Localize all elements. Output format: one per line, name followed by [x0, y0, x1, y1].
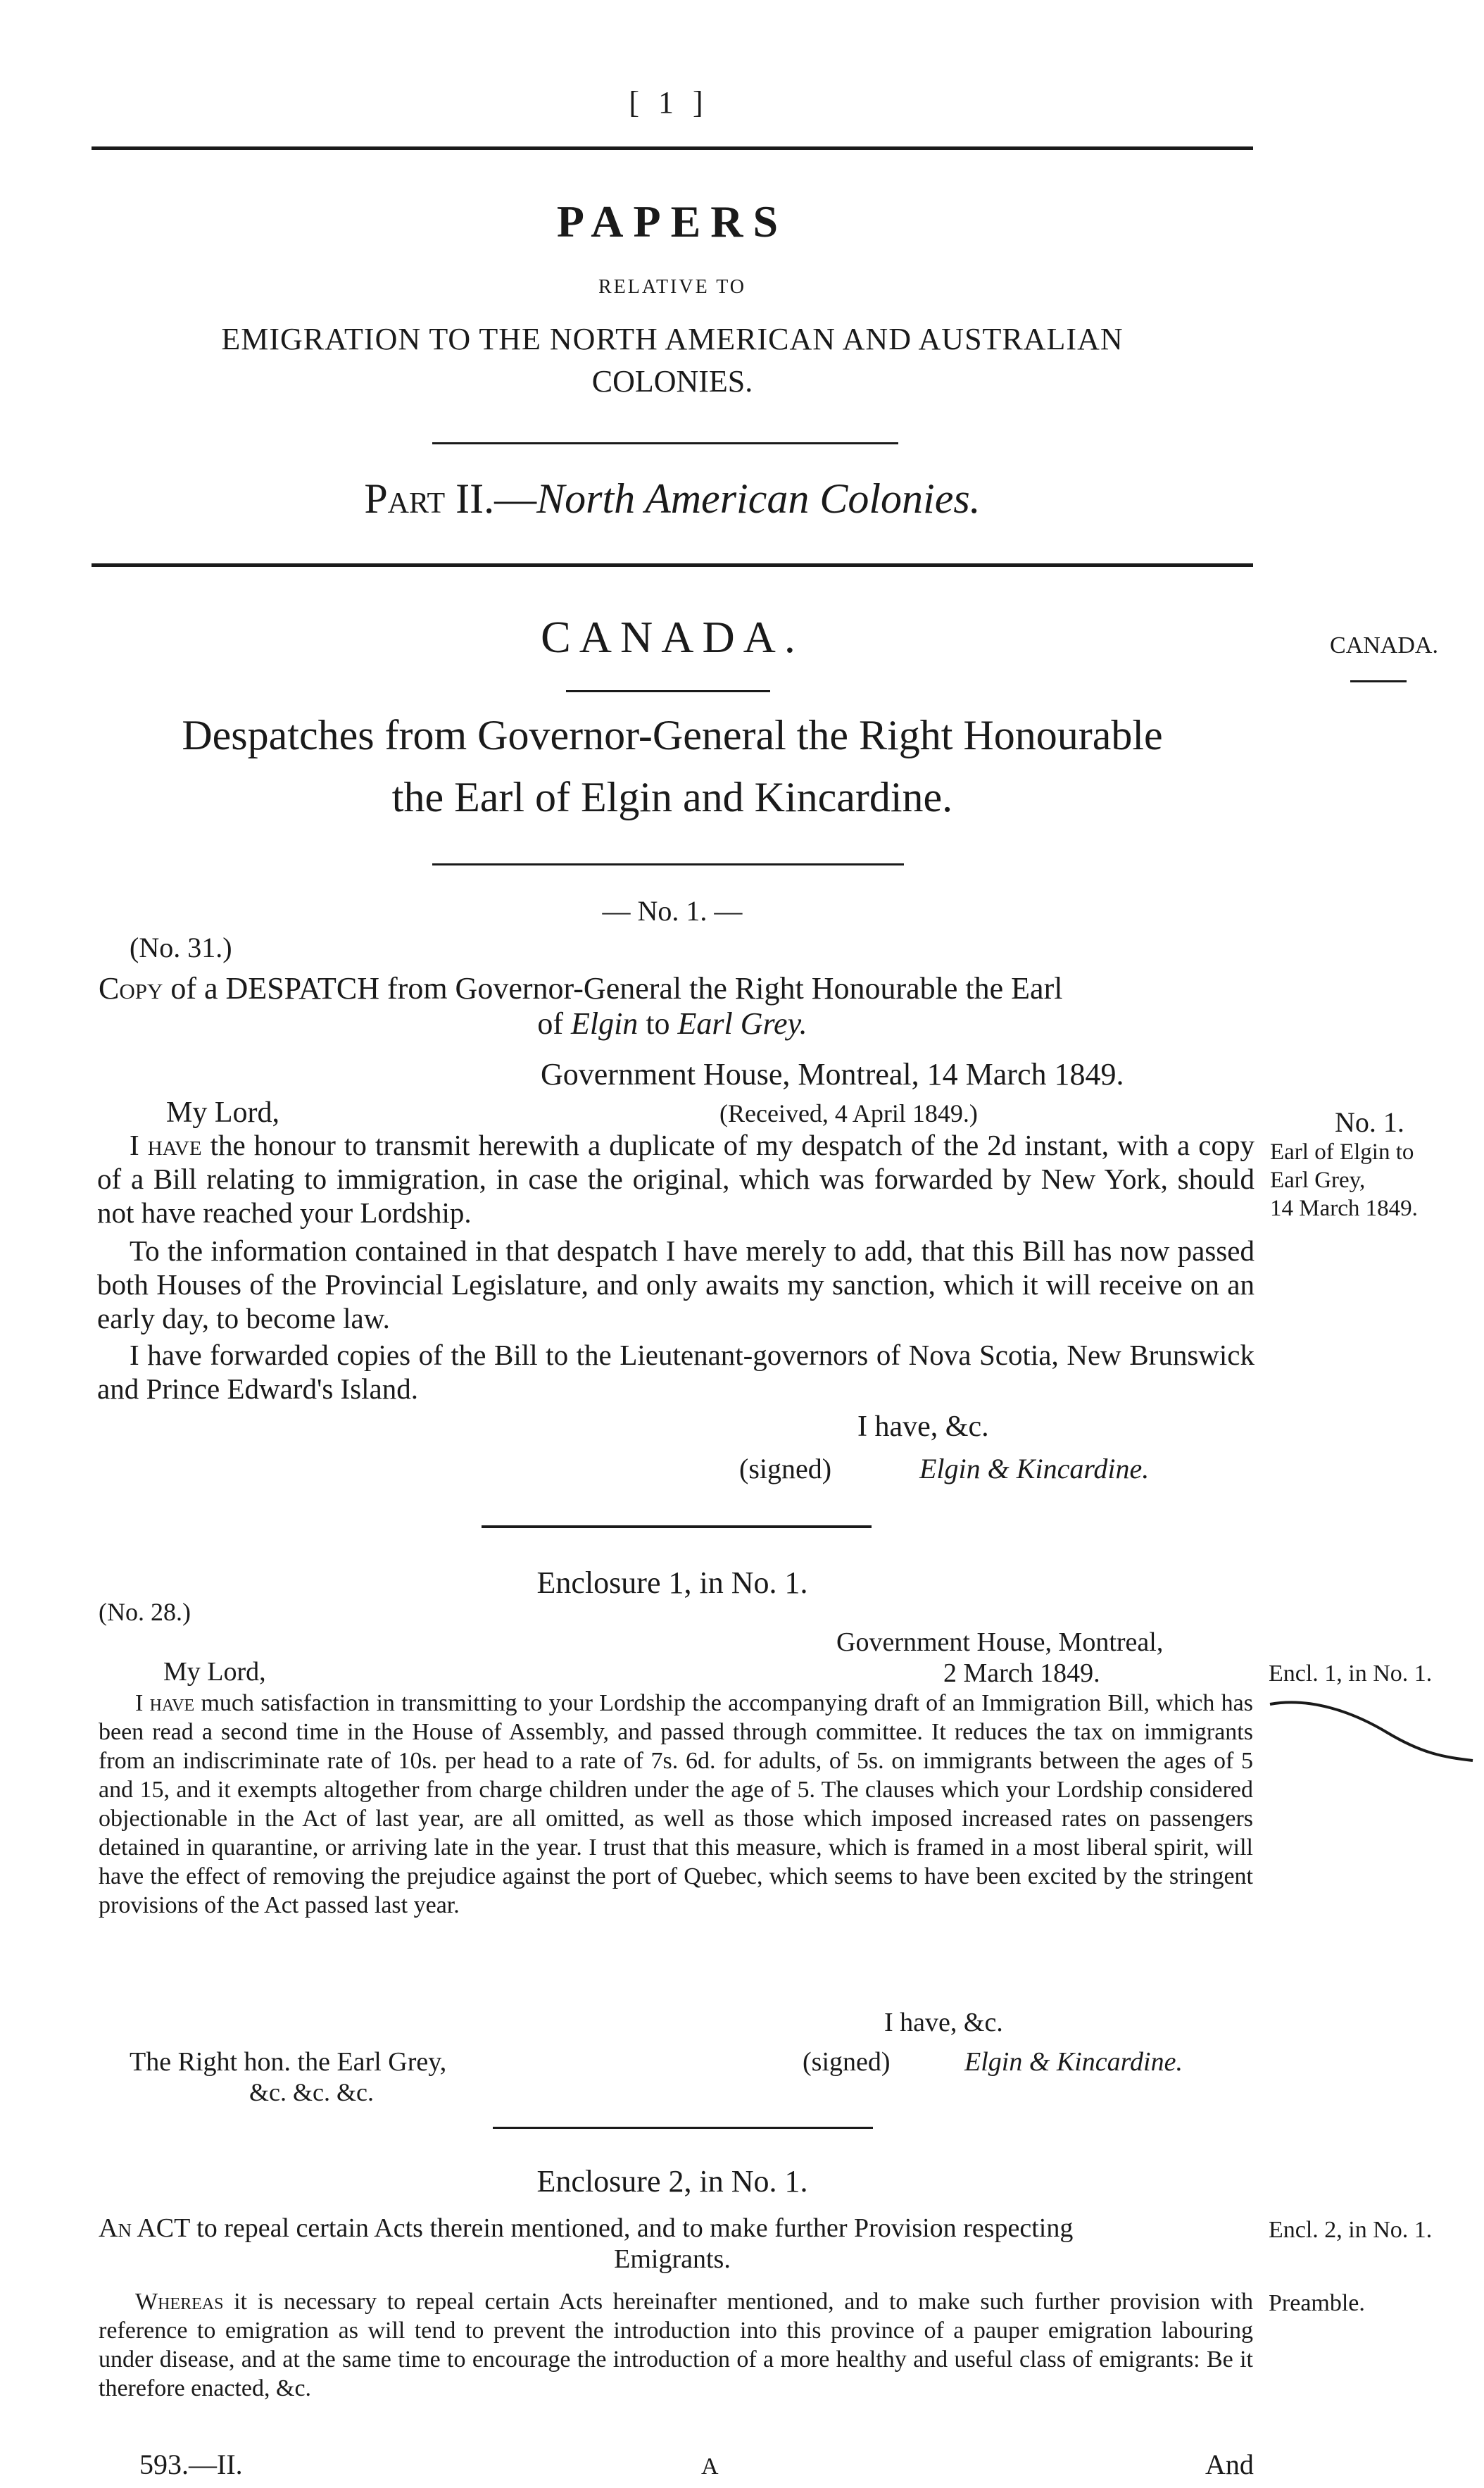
header-rule — [92, 146, 1253, 150]
no1-signed: (signed) — [739, 1453, 832, 1484]
margin-no1-line-1: Earl of Elgin to — [1270, 1139, 1414, 1165]
margin-encl1: Encl. 1, in No. 1. — [1269, 1661, 1433, 1687]
encl1-ref: (No. 28.) — [99, 1598, 191, 1626]
no1-copy-line-2 — [92, 1006, 1253, 1042]
part-rule — [92, 563, 1253, 567]
encl2-act-text: ACT to repeal certain Acts therein mentioned, and to make further Provision respecting — [131, 2213, 1074, 2243]
encl1-para-text: much satisfaction in transmitting to your Lordship the accompanying draft of an Immigration Bill, which has been read a second time in the House of Assembly, and passed through committee. It reduces the tax on immigrants from an indiscriminate rate of 10s. per head to a rate of 7s. 6d. for adults, of 5s. on immigrants between the ages of 5 and 15, and it exempts altogether from charge children under the age of 5. The clauses which your Lordship considered objectionable in the Act of last year, are all omitted, as well as those which imposed increased rates on passengers detained in quarantine, or arriving late in the year. I trust that this measure, which is framed in a most liberal spirit, will have the effect of removing the prejudice against the port of Quebec, which seems to have been excited by the stringent provisions of the Act passed last year. — [99, 1690, 1253, 1918]
encl1-signature: Elgin & Kincardine. — [964, 2047, 1183, 2077]
encl2-act-line-2: Emigrants. — [614, 2244, 731, 2274]
part-heading — [92, 475, 1253, 523]
encl1-recipient-line-1: The Right hon. the Earl Grey, — [130, 2047, 447, 2077]
copy-sender: Elgin — [570, 1006, 639, 1041]
no1-heading: — No. 1. — — [602, 895, 743, 927]
no1-closing: I have, &c. — [857, 1411, 989, 1443]
part-label: Part II.— — [364, 475, 537, 522]
margin-no1-line-3: 14 March 1849. — [1270, 1196, 1418, 1221]
section-title: CANADA. — [541, 612, 804, 662]
encl2-act-cap: An — [99, 2213, 132, 2243]
no1-copy-line-1 — [99, 970, 1253, 1006]
subject-line-2: COLONIES. — [591, 364, 753, 399]
no1-signature: Elgin & Kincardine. — [919, 1453, 1150, 1484]
margin-section-rule — [1350, 680, 1407, 682]
no1-ref: (No. 31.) — [130, 932, 232, 963]
title-rule — [432, 442, 898, 444]
encl2-act-line-1 — [99, 2213, 1253, 2244]
encl2-heading: Enclosure 2, in No. 1. — [536, 2164, 808, 2199]
relative-to: RELATIVE TO — [598, 276, 747, 298]
no1-para-1-text: the honour to transmit herewith a duplicate of my despatch of the 2d instant, with a copy of a Bill relating to immigration, in case the original, which was forwarded by New York, should not have reached your Lordship. — [97, 1129, 1255, 1229]
copy-to: to — [638, 1006, 678, 1041]
no1-para-1 — [97, 1128, 1255, 1230]
no1-received: (Received, 4 April 1849.) — [719, 1099, 978, 1127]
encl2-preamble — [99, 2287, 1253, 2403]
footer-sheet-number: 593.—II. — [139, 2449, 243, 2480]
encl1-signed: (signed) — [803, 2047, 891, 2077]
copy-text: of a DESPATCH from Governor-General the Right Honourable the Earl — [163, 971, 1063, 1006]
no1-para-2: To the information contained in that despatch I have merely to add, that this Bill has now passed both Houses of the Provincial Legislature, and only awaits my sanction, which it will receive on an early day, to become law. — [97, 1234, 1255, 1334]
document-title: PAPERS — [556, 196, 788, 246]
margin-section-title: CANADA. — [1330, 632, 1438, 658]
encl1-para-cap: I have — [135, 1690, 195, 1716]
no1-para-3: I have forwarded copies of the Bill to the Lieutenant-governors of Nova Scotia, New Brunswick and Prince Edward's Island. — [97, 1339, 1255, 1405]
page-number: [ 1 ] — [629, 85, 709, 120]
copy-cap: Copy — [99, 971, 163, 1006]
no1-salutation: My Lord, — [166, 1096, 279, 1129]
section-rule — [566, 690, 770, 692]
no1-address: Government House, Montreal, 14 March 1849. — [541, 1057, 1124, 1092]
footer-signature-mark: A — [701, 2453, 719, 2480]
despatches-line-2: the Earl of Elgin and Kincardine. — [391, 774, 953, 820]
margin-preamble: Preamble. — [1269, 2290, 1365, 2316]
copy-of: of — [537, 1006, 571, 1041]
no1-end-rule — [482, 1525, 872, 1528]
margin-no1: No. 1. — [1335, 1106, 1404, 1138]
subject-line-1: EMIGRATION TO THE NORTH AMERICAN AND AUSTRALIAN — [221, 322, 1124, 356]
footer-catchword: And — [1205, 2449, 1254, 2480]
encl2-preamble-text: it is necessary to repeal certain Acts hereinafter mentioned, and to make such further provision with reference to emigration as will tend to prevent the introduction into this province of a pauper emigration labouring under disease, and at the same time to encourage the introduction of a more healthy and useful class of emigrants: Be it therefore enacted, &c. — [99, 2289, 1253, 2401]
despatches-rule — [432, 863, 904, 865]
encl1-salutation: My Lord, — [163, 1657, 266, 1687]
encl1-para — [99, 1689, 1253, 1920]
margin-encl2: Encl. 2, in No. 1. — [1269, 2217, 1433, 2243]
encl1-end-rule — [493, 2127, 873, 2129]
margin-encl1-flourish — [1267, 1690, 1478, 1768]
despatches-line-1: Despatches from Governor-General the Right Honourable — [182, 712, 1163, 758]
no1-para-1-cap: I have — [130, 1129, 202, 1161]
encl1-address-line-1: Government House, Montreal, — [836, 1627, 1164, 1657]
margin-no1-line-2: Earl Grey, — [1270, 1168, 1366, 1193]
part-title: North American Colonies. — [536, 475, 981, 522]
encl2-preamble-cap: Whereas — [135, 2289, 224, 2315]
encl1-recipient-line-2: &c. &c. &c. — [249, 2078, 374, 2106]
copy-recipient: Earl Grey. — [677, 1006, 807, 1041]
encl1-address-line-2: 2 March 1849. — [943, 1658, 1100, 1688]
encl1-heading: Enclosure 1, in No. 1. — [536, 1565, 808, 1600]
encl1-closing: I have, &c. — [884, 2008, 1003, 2037]
